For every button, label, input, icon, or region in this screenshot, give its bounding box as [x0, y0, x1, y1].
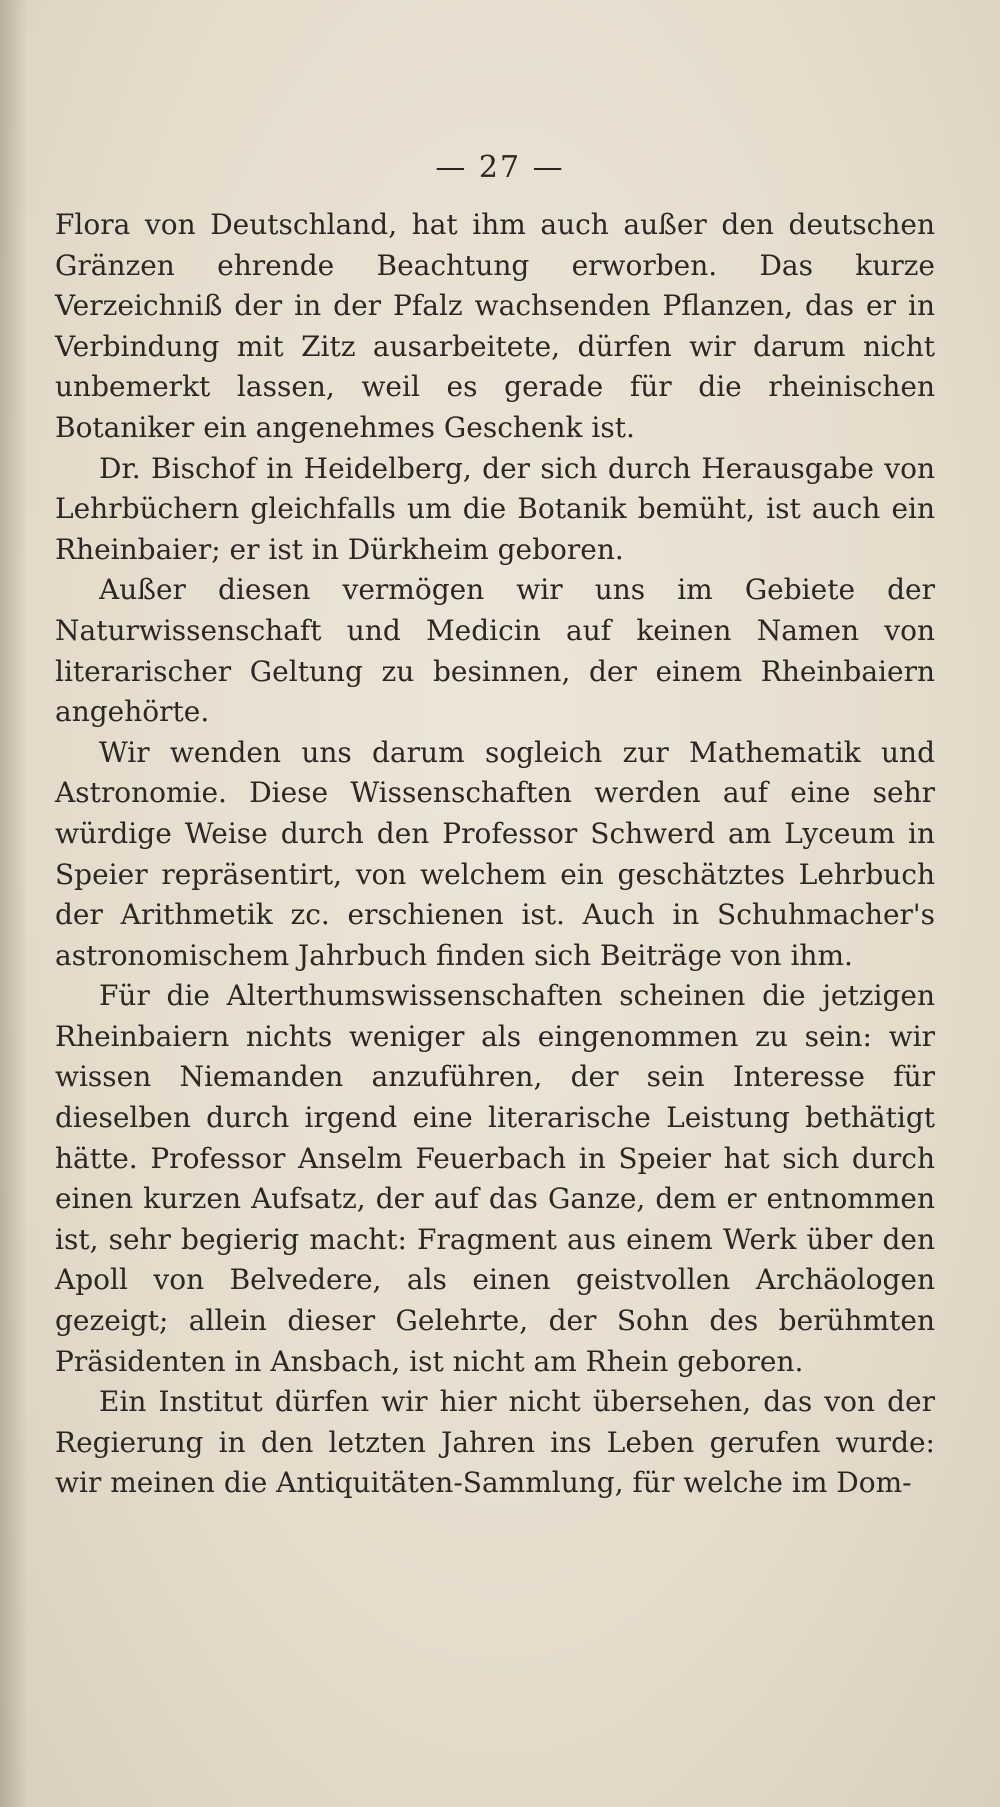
- paragraph-naturwissenschaft: Außer diesen vermögen wir uns im Gebiete der Naturwissenschaft und Medicin auf keinen Namen von literarischer Geltung zu besinnen, der einem Rheinbaiern angehörte.: [55, 573, 935, 729]
- paragraph-mathematik: Wir wenden uns darum sogleich zur Mathematik und Astronomie. Diese Wissenschaften werden auf eine sehr würdige Weise durch den Professor Schwerd am Lyceum in Speier repräsentirt, von welchem ein geschätztes Lehrbuch der Arithmetik zc. erschienen ist. Auch in Schuhmacher's astronomischem Jahrbuch finden sich Beiträge von ihm.: [55, 735, 935, 972]
- paragraph-institut: Ein Institut dürfen wir hier nicht übersehen, das von der Regierung in den letzten Jahren ins Leben gerufen wurde: wir meinen die Antiquitäten-Sammlung, für welche im Dom-: [55, 1385, 935, 1500]
- page-edge-shadow: [0, 0, 28, 1807]
- page-number: — 27 —: [435, 150, 565, 185]
- paragraph-alterthum: Für die Alterthumswissenschaften scheinen die jetzigen Rheinbaiern nichts weniger als eingenommen zu sein: wir wissen Niemanden anzuführen, der sein Interesse für dieselben durch irgend eine literarische Leistung bethätigt hätte. Professor Anselm Feuerbach in Speier hat sich durch einen kurzen Aufsatz, der auf das Ganze, dem er entnommen ist, sehr begierig macht: Fragment aus einem Werk über den Apoll von Belvedere, als einen geistvollen Archäologen gezeigt; allein dieser Gelehrte, der Sohn des berühmten Präsidenten in Ansbach, ist nicht am Rhein geboren.: [55, 979, 935, 1378]
- paragraph-flora: Flora von Deutschland, hat ihm auch außer den deutschen Gränzen ehrende Beachtung erworben. Das kurze Verzeichniß der in der Pfalz wachsenden Pflanzen, das er in Verbindung mit Zitz ausarbeitete, dürfen wir darum nicht unbemerkt lassen, weil es gerade für die rheinischen Botaniker ein angenehmes Geschenk ist.: [55, 208, 935, 444]
- body-text: [55, 205, 935, 1504]
- paragraph-bischof: Dr. Bischof in Heidelberg, der sich durch Herausgabe von Lehrbüchern gleichfalls um die Botanik bemüht, ist auch ein Rheinbaier; er ist in Dürkheim geboren.: [55, 451, 935, 566]
